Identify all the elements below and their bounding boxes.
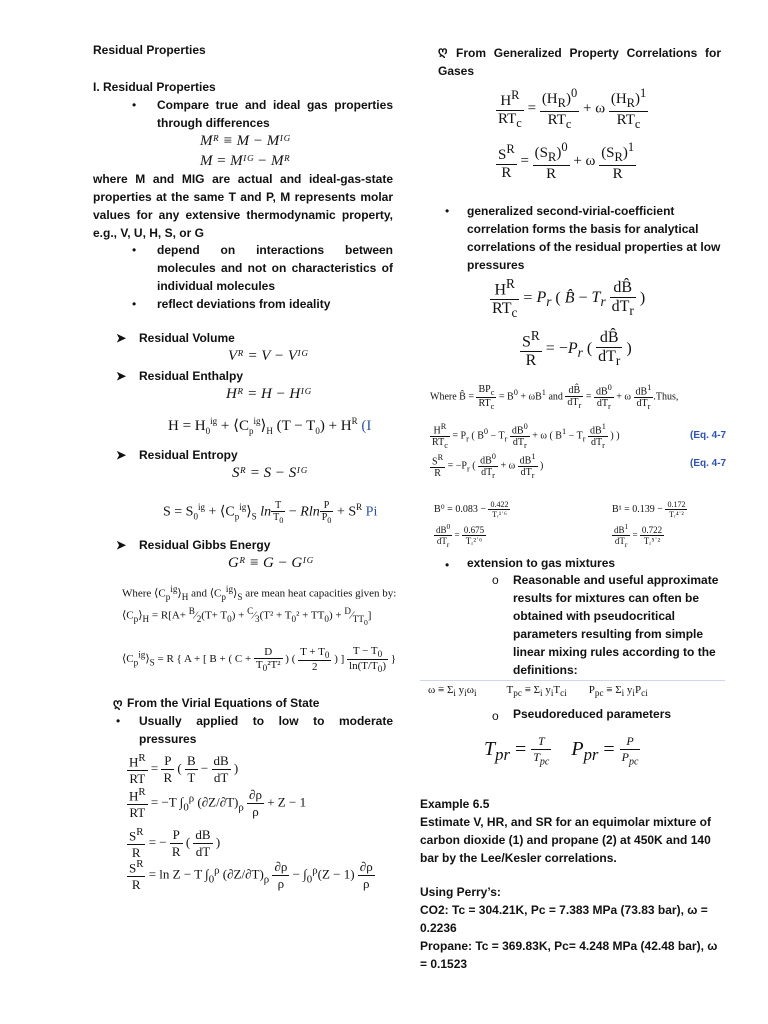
mean-heat-capacity-line: Where $⟨C_p^{ig}⟩_H$ and $⟨C_p^{ig}⟩_S$ are mean heat capacities given by:: [122, 584, 397, 602]
perrys-label: Using Perry’s:: [420, 885, 501, 899]
propane-properties: Propane: Tc = 369.83K, Pc= 4.248 MPa (42.48 bar), ω = 0.1523: [420, 939, 718, 971]
sub-bullet-deviations: reflect deviations from ideality: [157, 297, 331, 311]
circle-bullet: o: [492, 573, 499, 587]
db1-formula: $\frac{dB^1}{dT_r}$ = $\frac{0.722}{\text{Tᵣ⁵˙²}}$: [614, 522, 663, 549]
second-virial-bullet: generalized second-virial-coefficient correlation forms the basis for analytical correlations of the residual properties at low pressures: [467, 204, 721, 272]
bullet-dot: •: [132, 98, 137, 112]
co2-properties: CO2: Tc = 304.21K, Pc = 7.383 MPa (73.83 bar), ω = 0.2236: [420, 903, 708, 935]
mixing-rules-text: Reasonable and useful approximate results for mixtures can often be obtained with pseudocritical parameters resulting from simple linear mixing rules according to the definitions:: [513, 573, 719, 677]
equation-mr-2: M = Mᴵᴳ − Mᴿ: [200, 153, 290, 169]
example-text: Estimate V, HR, and SR for an equimolar mixture of carbon dioxide (1) and propane (2) at 450K and 140 bar by the Lee/Kesler correlations.: [420, 815, 711, 865]
bullet-dot: •: [132, 297, 137, 311]
where-paragraph: where M and MIG are actual and ideal-gas-state properties at the same T and P, M represents molar values for any extensive thermodynamic property, e.g., V, U, H, S, or G: [93, 172, 393, 240]
second-virial-eq-h: $\frac{H^R}{RT_c}$ = $P_r$ ( B̂ − $T_r$ $\frac{dB̂}{dT_r}$ ): [492, 276, 646, 321]
enthalpy-formula: $H = H_0^{ig}$ + $⟨C_p^{ig}⟩_H$ $(T - T_0) + H^R$ (I: [168, 416, 372, 436]
virial-bullet: Usually applied to low to moderate pressures: [139, 714, 393, 746]
residual-volume-label: Residual Volume: [139, 331, 235, 345]
residual-enthalpy-label: Residual Enthalpy: [139, 369, 244, 383]
pseudoreduced-formula: $T_{pr}$ = $\frac{T}{T_{pc}}$ $P_{pr}$ = $\frac{P}{P_{pc}}$: [484, 734, 639, 768]
equation-mr-1: Mᴿ ≡ M − Mᴵᴳ: [200, 133, 290, 149]
virial-heading: From the Virial Equations of State: [127, 696, 320, 710]
pseudocritical-definitions: $\omega \equiv \Sigma_i$ $y_i\omega_i$ $T_{pc} \equiv \Sigma_i$ $y_iT_{ci}$ $P_{pc} \equiv \Sigma_i$ $y_iP_{ci}$: [428, 684, 648, 699]
virial-eq-4: $\frac{S^R}{R}$ = ln Z − T $\int_0^\rho$ $(\partial Z/\partial T)_\rho$ $\frac{\partial\rho}{\rho}$ − $\int_0^\rho(Z - 1)$ $\frac{\partial\rho}{\rho}$: [129, 858, 373, 893]
bullet-dot: •: [132, 243, 137, 257]
sub-bullet-interactions: depend on interactions between molecules and not on characteristics of individual molecules: [157, 243, 393, 293]
section-heading: I. Residual Properties: [93, 80, 216, 94]
bullet-dot: •: [445, 558, 450, 572]
generalized-eq-h: $\frac{H^R}{RT_c}$ = $\frac{(H_R)^0}{RT_c}$ + ω $\frac{(H_R)^1}{RT_c}$: [498, 86, 647, 131]
b-eq-s: $\frac{S^R}{R}$ = $-P_r$ ( $\frac{dB^0}{dT_r}$ + ω $\frac{dB^1}{dT_r}$ ): [432, 452, 544, 481]
eq-reference-1: (Eq. 4-7: [690, 430, 727, 441]
b0-formula: B⁰ = 0.083 − $\frac{0.422}{\text{Tᵣ¹˙⁶}}$: [434, 500, 509, 519]
equation-g: Gᴿ ≡ G − Gᴵᴳ: [228, 555, 314, 571]
section-icon: ღ: [113, 696, 123, 710]
b-eq-h: $\frac{H^R}{RT_c}$ = $P_r$ ( $B^0 - T_r$ $\frac{dB^0}{dT_r}$ + ω ( $B^1 - T_r$ $\frac{dB^1}{dT_r}$ ) ): [432, 422, 620, 451]
cp-h-formula: $⟨C_p⟩_H = R[A+$ $^B⁄_2(T+ T_0)$ + $^C⁄_3(T^2 + T_0^2 + TT_0)$ + $^D⁄_{TT_0}$]: [122, 606, 372, 627]
virial-eq-1: $\frac{H^R}{RT}$ = $\frac{P}{R}$ ( $\frac{B}{T}$ − $\frac{dB}{dT}$ ): [129, 752, 239, 787]
page-title: Residual Properties: [93, 43, 206, 57]
b1-formula: B¹ = 0.139 − $\frac{0.172}{\text{Tᵣ⁴˙²}}$: [612, 500, 686, 519]
eq-reference-2: (Eq. 4-7: [690, 458, 727, 469]
mean-heat-text: are mean heat capacities given by:: [245, 587, 397, 600]
residual-gibbs-label: Residual Gibbs Energy: [139, 538, 271, 552]
generalized-heading: From Generalized Property Correlations for Gases: [438, 46, 721, 78]
equation-s: Sᴿ = S − Sᴵᴳ: [232, 465, 308, 481]
residual-entropy-label: Residual Entropy: [139, 448, 238, 462]
bullet-dot: •: [116, 714, 121, 728]
section-icon: ღ: [438, 44, 448, 58]
arrow-bullet-icon: ➤: [116, 369, 127, 383]
equation-v: Vᴿ = V − Vᴵᴳ: [228, 348, 308, 364]
equation-h: Hᴿ = H − Hᴵᴳ: [226, 386, 312, 402]
arrow-bullet-icon: ➤: [116, 538, 127, 552]
circle-bullet: o: [492, 709, 499, 723]
db0-formula: $\frac{dB^0}{dT_r}$ = $\frac{0.675}{\text{Tᵣ²˙⁶}}$: [436, 522, 485, 549]
example-title: Example 6.5: [420, 797, 490, 811]
generalized-eq-s: $\frac{S^R}{R}$ = $\frac{(S_R)^0}{R}$ + ω $\frac{(S_R)^1}{R}$: [498, 140, 635, 182]
cp-s-formula: $⟨C_p^{ig}⟩_S = R$ { A + [ B + ( C + $\frac{D}{T_0^2T^2}$ ) ( $\frac{T + T_0}{2}$ ) ] $\frac{T - T_0}{\ln(T/T_0)}$ }: [122, 645, 397, 675]
entropy-formula: $S = S_0^{ig}$ + $⟨C_p^{ig}⟩_S$ ln $\frac{T}{T_0}$ − Rln $\frac{P}{P_0}$ + $S^R$ Pi: [163, 500, 378, 525]
gas-mixtures-bullet: extension to gas mixtures: [467, 556, 616, 570]
where-b-hat-line: Where B̂ = $\frac{BP_c}{RT_c}$ = $B^0 + \omega B^1$ and $\frac{dB̂}{dT_r}$ = $\frac{dB^0}{dT_r}$ + ω $\frac{dB^1}{dT_r}$ .Thus,: [430, 383, 679, 412]
arrow-bullet-icon: ➤: [116, 331, 127, 345]
arrow-bullet-icon: ➤: [116, 448, 127, 462]
bullet-dot: •: [445, 204, 450, 218]
bullet-compare: Compare true and ideal gas properties through differences: [157, 98, 393, 130]
virial-eq-3: $\frac{S^R}{R}$ = − $\frac{P}{R}$ ( $\frac{dB}{dT}$ ): [129, 826, 221, 861]
divider: [420, 680, 725, 681]
virial-eq-2: $\frac{H^R}{RT}$ = −T $\int_0^\rho$ $(\partial Z/\partial T)_\rho$ $\frac{\partial\rho}{\rho}$ + Z − 1: [129, 786, 307, 821]
second-virial-eq-s: $\frac{S^R}{R}$ = $-P_r$ ( $\frac{dB̂}{dT_r}$ ): [522, 328, 632, 370]
pseudoreduced-label: Pseudoreduced parameters: [513, 707, 672, 721]
